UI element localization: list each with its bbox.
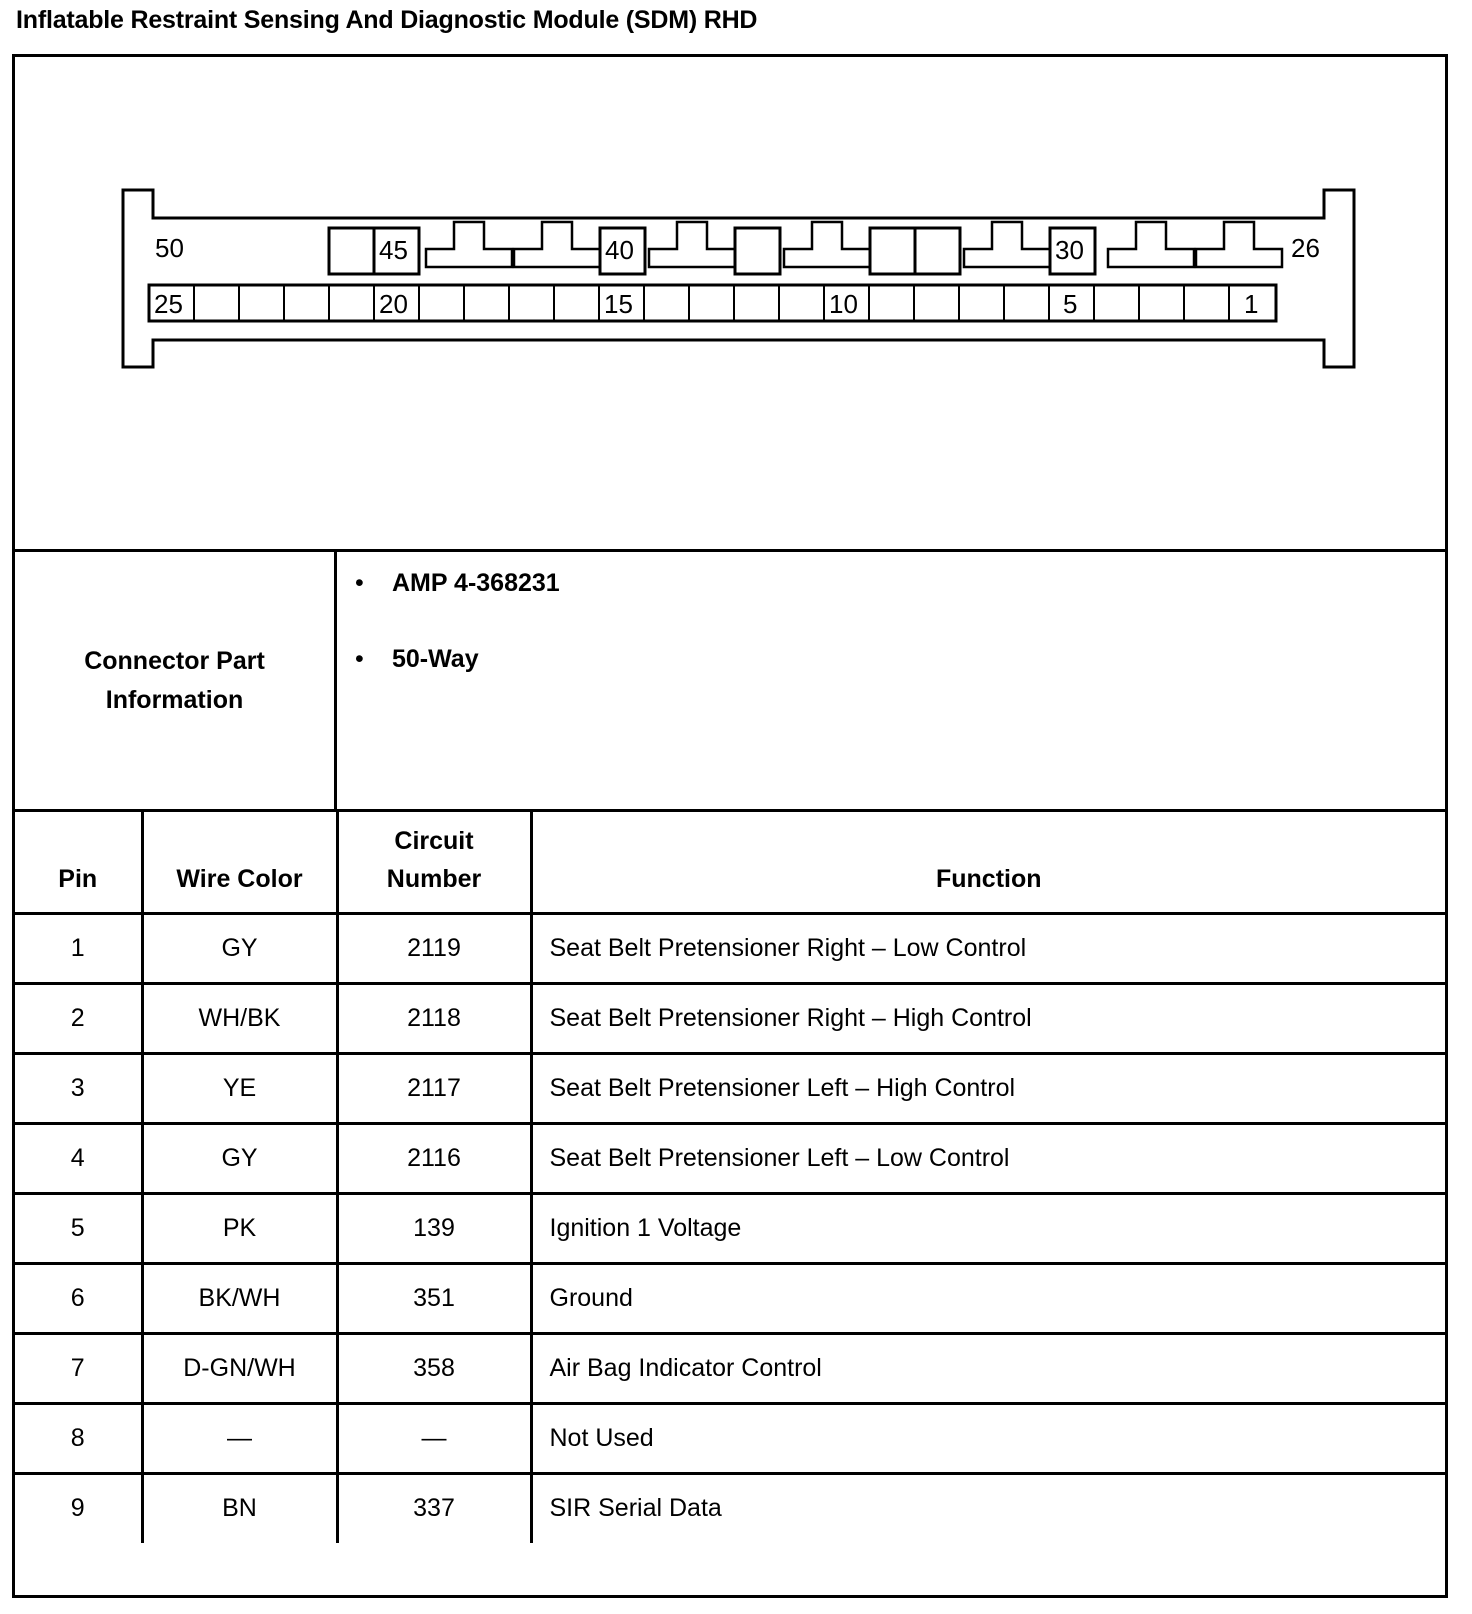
cavity-46 [329,228,374,274]
pin-label-26: 26 [1291,233,1320,263]
wire-color-cell: WH/BK [142,983,337,1053]
table-row [15,1473,1445,1543]
cavity-33 [915,228,960,274]
connector-document [12,54,1448,1598]
circuit-cell: — [337,1403,531,1473]
function-cell: Ignition 1 Voltage [531,1193,1445,1263]
circuit-cell: 337 [337,1473,531,1543]
connector-housing-outline [123,190,1354,367]
wire-color-cell: GY [142,1123,337,1193]
header-wire-color: Wire Color [142,812,337,913]
terminal-36-35 [784,222,870,267]
wire-color-cell: YE [142,1053,337,1123]
header-function: Function [531,812,1445,913]
pin-label-30: 30 [1055,235,1084,265]
table-row [15,1053,1445,1123]
function-cell: SIR Serial Data [531,1473,1445,1543]
connector-diagram-panel [15,57,1445,552]
connector-part-info-label [15,552,337,809]
cavity-37 [735,228,780,274]
circuit-cell: 2118 [337,983,531,1053]
function-cell: Seat Belt Pretensioner Right – Low Control [531,913,1445,983]
table-row [15,1403,1445,1473]
table-row [15,983,1445,1053]
circuit-cell: 2119 [337,913,531,983]
function-cell: Seat Belt Pretensioner Left – Low Control [531,1123,1445,1193]
page-title: Inflatable Restraint Sensing And Diagnostic Module (SDM) RHD [16,6,758,34]
pin-cell: 7 [15,1333,142,1403]
table-row [15,1123,1445,1193]
terminal-32-31 [964,222,1050,267]
pin-cell: 3 [15,1053,142,1123]
circuit-cell: 358 [337,1333,531,1403]
pin-label-40: 40 [605,235,634,265]
circuit-cell: 2117 [337,1053,531,1123]
table-row [15,913,1445,983]
wire-color-cell: BK/WH [142,1263,337,1333]
connector-top-row [329,222,1282,274]
header-circuit-number: Circuit Number [337,812,531,913]
circuit-cell: 139 [337,1193,531,1263]
function-cell: Air Bag Indicator Control [531,1333,1445,1403]
wire-color-cell: BN [142,1473,337,1543]
info-item-way-count: • 50-Way [359,645,479,674]
table-header-row [15,812,1445,913]
pin-label-15: 15 [604,289,633,319]
function-cell: Seat Belt Pretensioner Right – High Control [531,983,1445,1053]
wire-color-cell: — [142,1403,337,1473]
table-row [15,1193,1445,1263]
pin-label-50: 50 [155,233,184,263]
function-cell: Ground [531,1263,1445,1333]
circuit-cell: 351 [337,1263,531,1333]
circuit-cell: 2116 [337,1123,531,1193]
terminal-42-41 [514,222,600,267]
table-row [15,1333,1445,1403]
cavity-34 [870,228,915,274]
pin-cell: 8 [15,1403,142,1473]
function-cell: Not Used [531,1403,1445,1473]
header-pin: Pin [15,812,142,913]
pin-cell: 9 [15,1473,142,1543]
pin-cell: 4 [15,1123,142,1193]
pin-label-5: 5 [1063,289,1078,319]
wire-color-cell: PK [142,1193,337,1263]
info-item-part-number: • AMP 4-368231 [359,569,560,598]
pin-cell: 6 [15,1263,142,1333]
table-row [15,1263,1445,1333]
pin-label-25: 25 [154,289,183,319]
pin-cell: 1 [15,913,142,983]
pin-label-1: 1 [1244,289,1259,319]
info-label-line2: Information [105,685,244,714]
wire-color-cell: D-GN/WH [142,1333,337,1403]
pin-out-table [15,812,1445,1543]
pin-cell: 2 [15,983,142,1053]
info-label-line1: Connector Part [84,646,265,675]
pin-label-10: 10 [829,289,858,319]
wire-color-cell: GY [142,913,337,983]
pin-cell: 5 [15,1193,142,1263]
connector-part-info [15,552,1445,812]
pin-label-45: 45 [379,235,408,265]
connector-bottom-row [149,285,1276,321]
terminal-39-38 [649,222,735,267]
terminal-44-43 [426,222,512,267]
pin-label-20: 20 [379,289,408,319]
connector-end-view-diagram [15,57,1445,549]
terminal-27-26 [1196,222,1282,267]
function-cell: Seat Belt Pretensioner Left – High Control [531,1053,1445,1123]
terminal-29-28 [1108,222,1194,267]
